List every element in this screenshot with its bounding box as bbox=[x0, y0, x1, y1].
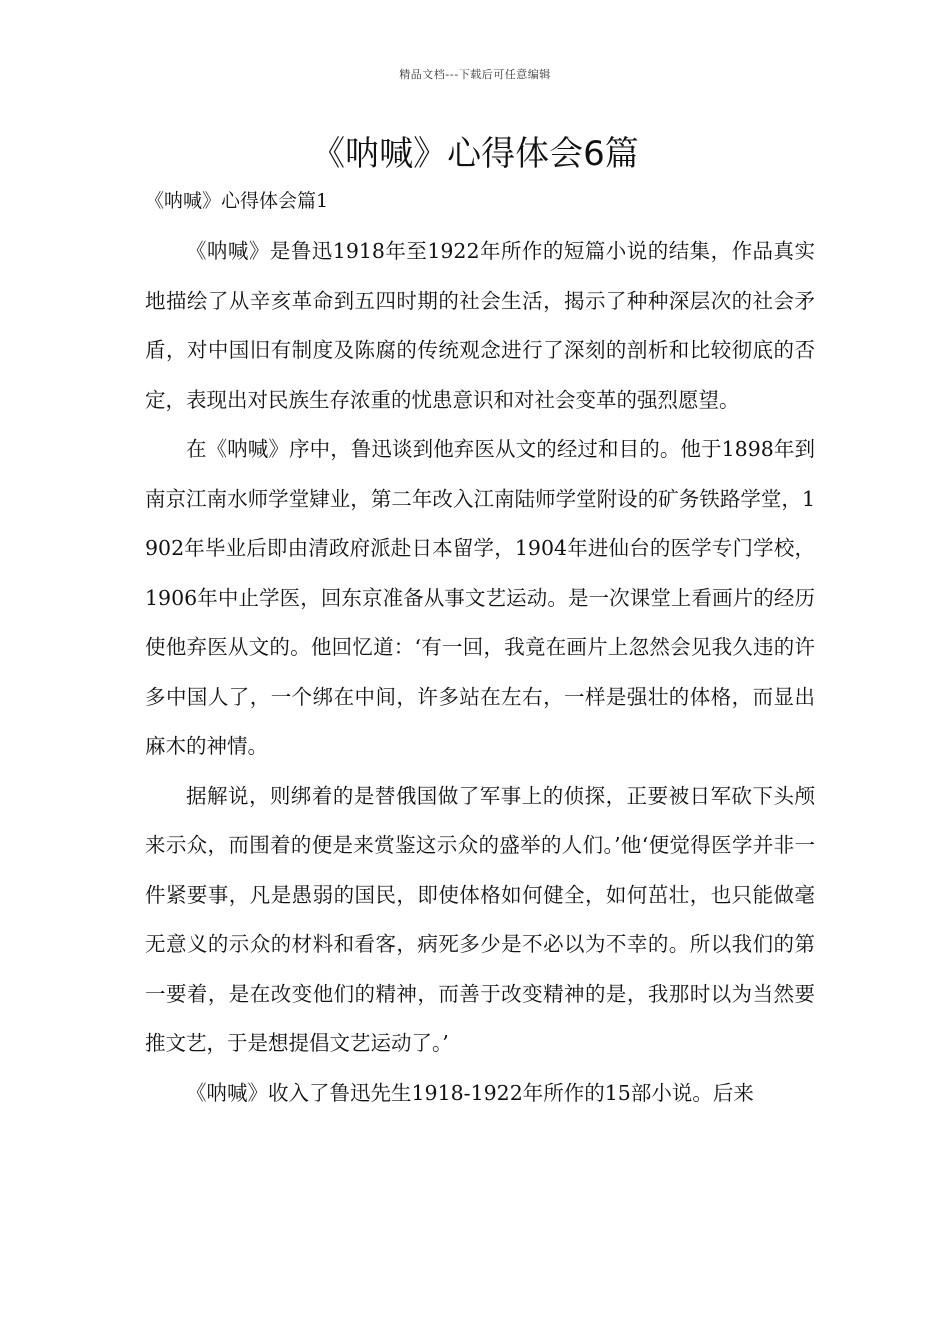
paragraph: 在《呐喊》序中，鲁迅谈到他弃医从文的经过和目的。他于1898年到南京江南水师学堂肄业，第二年改入江南陆师学堂附设的矿务铁路学堂，1902年毕业后即由清政府派赴日本留学，1904年进仙台的医学专门学校，1906年中止学医，回东京准备从事文艺运动。是一次课堂上看画片的经历使他弃医从文的。他回忆道：‘有一回，我竟在画片上忽然会见我久违的许多中国人了，一个绑在中间，许多站在左右，一样是强壮的体格，而显出麻木的神情。 bbox=[145, 437, 815, 758]
document-title: 《呐喊》心得体会6篇 bbox=[311, 134, 639, 174]
paragraph: 《呐喊》是鲁迅1918年至1922年所作的短篇小说的结集，作品真实地描绘了从辛亥革命到五四时期的社会生活，揭示了种种深层次的社会矛盾，对中国旧有制度及陈腐的传统观念进行了深刻的剖析和比较彻底的否定，表现出对民族生存浓重的忧患意识和对社会变革的强烈愿望。 bbox=[145, 239, 815, 412]
section-heading: 《呐喊》心得体会篇1 bbox=[145, 190, 329, 212]
paragraph: 《呐喊》收入了鲁迅先生1918-1922年所作的15部小说。后来 bbox=[186, 1080, 754, 1105]
paragraph: 据解说，则绑着的是替俄国做了军事上的侦探，正要被日军砍下头颅来示众，而围着的便是来赏鉴这示众的盛举的人们。’他‘便觉得医学并非一件紧要事，凡是愚弱的国民，即使体格如何健全，如何茁壮，也只能做毫无意义的示众的材料和看客，病死多少是不必以为不幸的。所以我们的第一要着，是在改变他们的精神，而善于改变精神的是，我那时以为当然要推文艺，于是想提倡文艺运动了。’ bbox=[145, 783, 815, 1055]
body-text bbox=[145, 227, 815, 1118]
header-note: 精品文档---下载后可任意编辑 bbox=[399, 68, 551, 81]
